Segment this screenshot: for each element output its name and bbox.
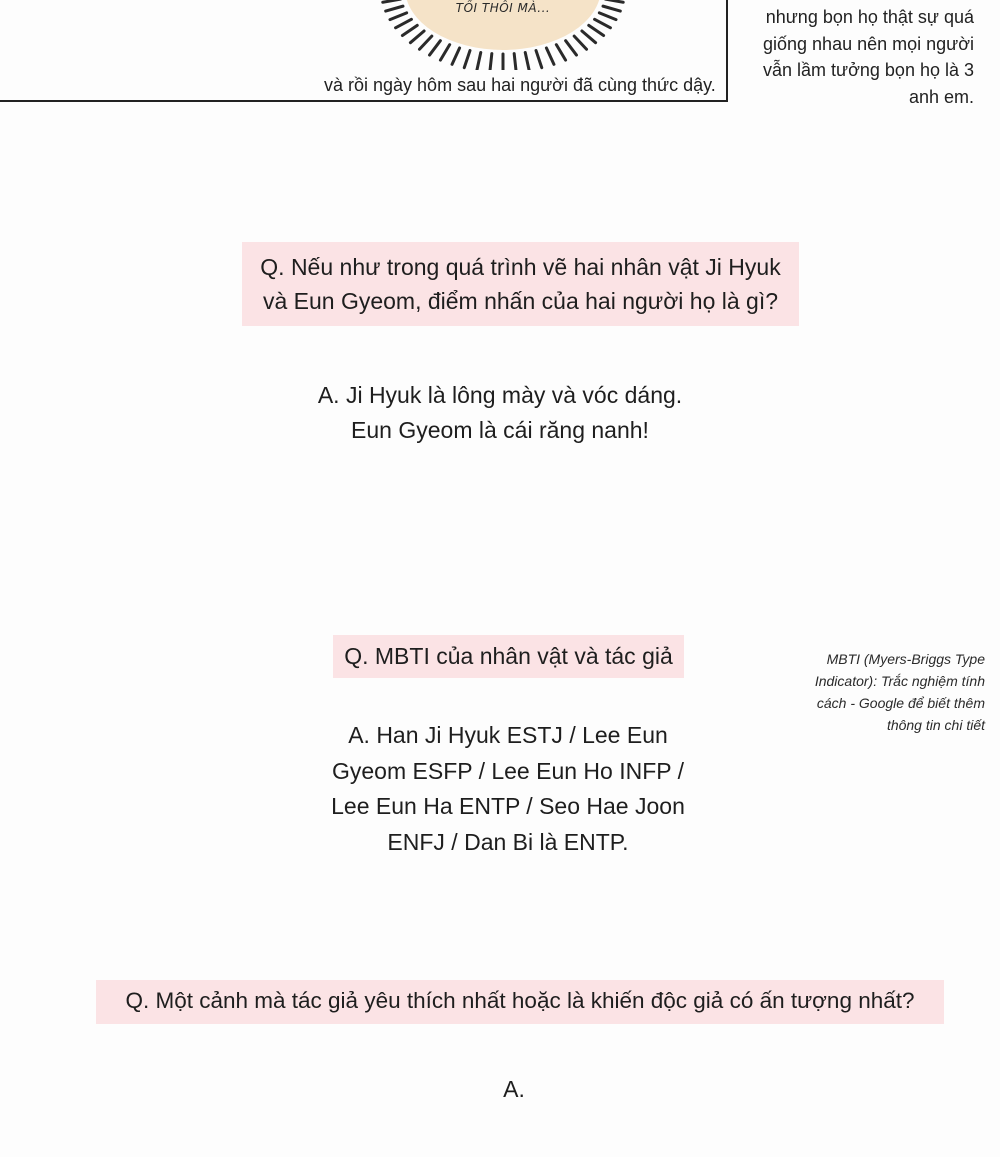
question-line: Q. MBTI của nhân vật và tác giả: [344, 643, 673, 669]
answer-line: ENFJ / Dan Bi là ENTP.: [387, 828, 629, 855]
question-2: [333, 635, 684, 678]
speech-burst-text: TỐI THÔI MÀ...: [455, 1, 551, 15]
answer-line: Gyeom ESFP / Lee Eun Ho INFP /: [332, 757, 684, 784]
side-narration-line: anh em.: [908, 86, 974, 107]
question-3: [96, 980, 944, 1024]
answer-line: A. Ji Hyuk là lông mày và vóc dáng.: [317, 382, 683, 408]
side-narration-line: vẫn lầm tưởng bọn họ là 3: [763, 60, 974, 80]
answer-line: A. Han Ji Hyuk ESTJ / Lee Eun: [348, 722, 668, 748]
footnote-line: Indicator): Trắc nghiệm tính: [814, 673, 985, 689]
side-narration-line: giống nhau nên mọi người: [763, 33, 974, 54]
question-line: Q. Một cảnh mà tác giả yêu thích nhất hoặc là khiến độc giả có ấn tượng nhất?: [125, 988, 915, 1013]
answer-2: [300, 718, 716, 860]
side-narration: [740, 4, 974, 110]
mbti-footnote: [780, 648, 985, 736]
question-1: [242, 242, 799, 326]
footnote-line: cách - Google để biết thêm: [816, 695, 985, 711]
question-line: và Eun Gyeom, điểm nhấn của hai người họ là gì?: [262, 288, 779, 314]
answer-1: [250, 378, 750, 448]
answer-line: A.: [503, 1076, 525, 1102]
question-line: Q. Nếu như trong quá trình vẽ hai nhân vật Ji Hyuk: [260, 254, 781, 280]
footnote-line: thông tin chi tiết: [886, 717, 985, 733]
footnote-line: MBTI (Myers-Briggs Type: [826, 651, 985, 667]
answer-3: [464, 1072, 564, 1107]
panel-caption: và rồi ngày hôm sau hai người đã cùng thức dậy.: [324, 75, 716, 95]
side-narration-line: nhưng bọn họ thật sự quá: [765, 7, 974, 27]
answer-line: Eun Gyeom là cái răng nanh!: [351, 417, 649, 443]
answer-line: Lee Eun Ha ENTP / Seo Hae Joon: [331, 793, 685, 819]
